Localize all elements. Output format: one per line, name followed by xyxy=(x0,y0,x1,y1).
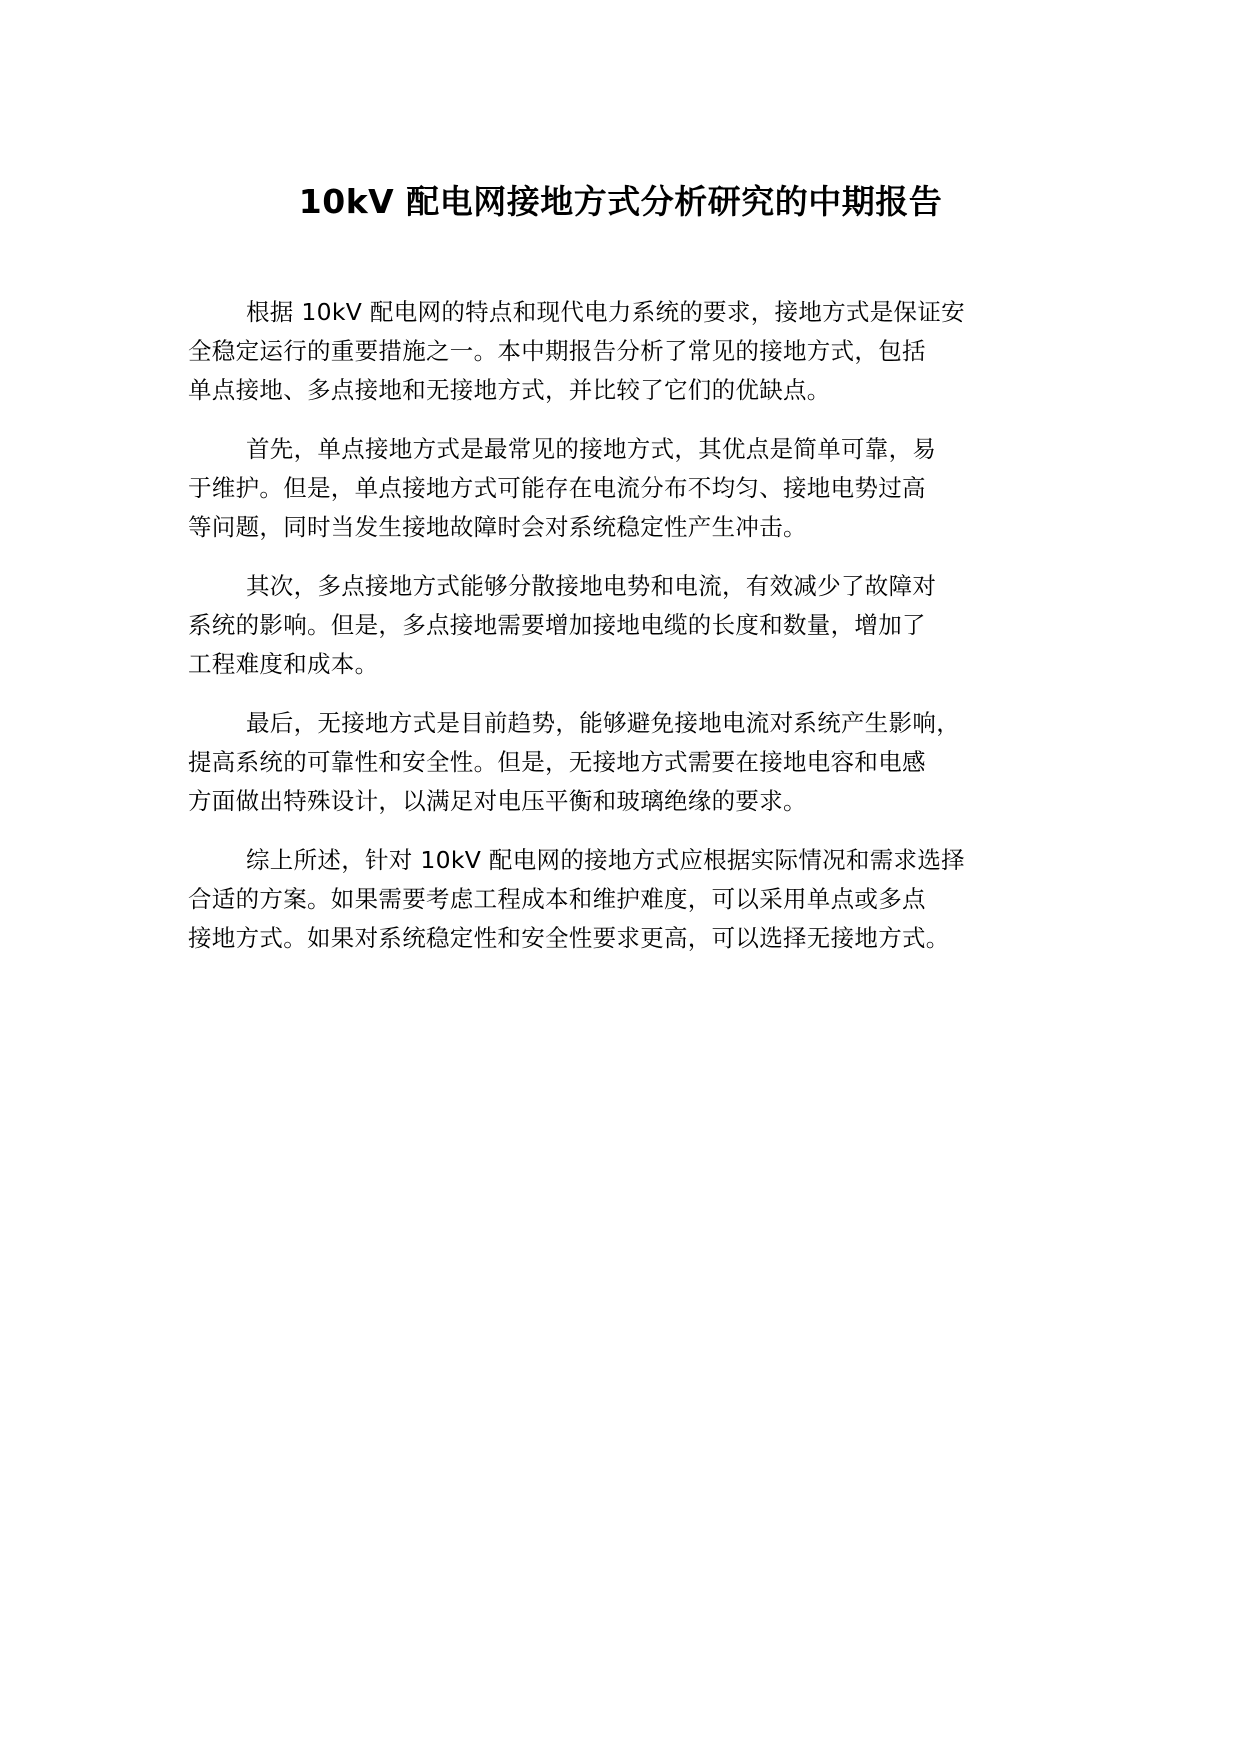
paragraph-line: 综上所述，针对 10kV 配电网的接地方式应根据实际情况和需求选择 xyxy=(246,846,965,874)
paragraph-line: 最后，无接地方式是目前趋势，能够避免接地电流对系统产生影响， xyxy=(246,709,960,737)
document-body xyxy=(188,293,1088,978)
paragraph-5 xyxy=(188,841,1088,958)
paragraph-line: 其次，多点接地方式能够分散接地电势和电流，有效减少了故障对 xyxy=(246,572,937,600)
document-title: 10kV 配电网接地方式分析研究的中期报告 xyxy=(298,182,943,221)
paragraph-line: 提高系统的可靠性和安全性。但是，无接地方式需要在接地电容和电感 xyxy=(188,748,926,776)
paragraph-4 xyxy=(188,704,1088,821)
paragraph-line: 首先，单点接地方式是最常见的接地方式，其优点是简单可靠，易 xyxy=(246,435,937,463)
paragraph-line: 系统的影响。但是，多点接地需要增加接地电缆的长度和数量，增加了 xyxy=(188,611,926,639)
paragraph-line: 根据 10kV 配电网的特点和现代电力系统的要求，接地方式是保证安 xyxy=(246,298,965,326)
paragraph-line: 全稳定运行的重要措施之一。本中期报告分析了常见的接地方式，包括 xyxy=(188,337,926,365)
paragraph-line: 合适的方案。如果需要考虑工程成本和维护难度，可以采用单点或多点 xyxy=(188,885,926,913)
paragraph-line: 于维护。但是，单点接地方式可能存在电流分布不均匀、接地电势过高 xyxy=(188,474,926,502)
paragraph-1 xyxy=(188,293,1088,410)
paragraph-line: 单点接地、多点接地和无接地方式，并比较了它们的优缺点。 xyxy=(188,376,831,404)
paragraph-line: 工程难度和成本。 xyxy=(188,650,379,678)
paragraph-3 xyxy=(188,567,1088,684)
paragraph-line: 等问题，同时当发生接地故障时会对系统稳定性产生冲击。 xyxy=(188,513,807,541)
paragraph-line: 方面做出特殊设计，以满足对电压平衡和玻璃绝缘的要求。 xyxy=(188,787,807,815)
paragraph-2 xyxy=(188,430,1088,547)
paragraph-line: 接地方式。如果对系统稳定性和安全性要求更高，可以选择无接地方式。 xyxy=(188,924,950,952)
